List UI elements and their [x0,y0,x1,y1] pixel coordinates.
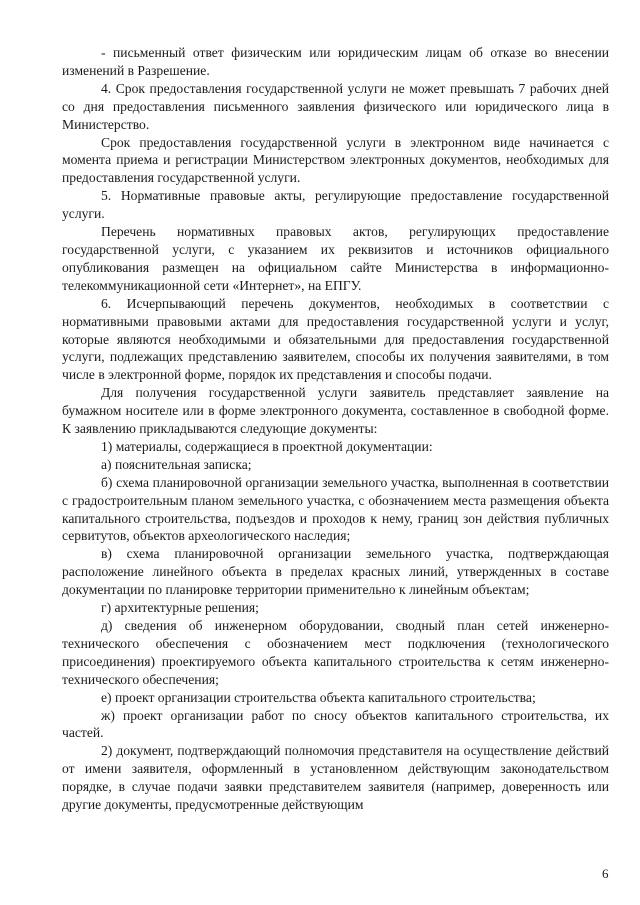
list-item-architectural-solutions: г) архитектурные решения; [101,600,259,616]
paragraph-electronic-term: Срок предоставления государственной услуги в электронном виде начинается с момента приема и регистрации Министерством электронных документов, необходимых для предоставления государственной услуги. [62,134,609,186]
list-item-authority-document: 2) документ, подтверждающий полномочия представителя на осуществление действий от имени заявителя, оформленный в установленном действующим законодательством порядке, в случае подачи заявки представителем заявителя (например, доверенность или другие документы, предусмотренные действующим [62,743,609,813]
list-item-engineering-equipment: д) сведения об инженерном оборудовании, сводный план сетей инженерно-технического обеспечения с обозначением мест подключения (технологического присоединения) проектируемого объекта капитального строительства к сетям инженерно-технического обеспечения; [62,618,609,687]
document-body [62,44,609,814]
list-item-linear-object-plan: в) схема планировочной организации земельного участка, подтверждающая расположение линейного объекта в пределах красных линий, утвержденных в составе документации по планировке территории применительно к линейным объектам; [62,546,609,598]
paragraph-service-term: 4. Срок предоставления государственной услуги не может превышать 7 рабочих дней со дня предоставления письменного заявления физического или юридического лица в Министерство. [62,80,609,132]
list-item-construction-project: е) проект организации строительства объекта капитального строительства; [101,689,536,705]
paragraph-legal-acts-list: Перечень нормативных правовых актов, регулирующих предоставление государственной услуги, с указанием их реквизитов и источников официального опубликования размещен на официальном сайте Министерства в информационно-телекоммуникационной сети «Интернет», на ЕПГУ. [62,224,609,293]
paragraph-application: Для получения государственной услуги заявитель представляет заявление на бумажном носителе или в форме электронного документа, составленное в свободной форме. К заявлению прикладываются следующие документы: [62,385,609,437]
paragraph-legal-acts-heading: 5. Нормативные правовые акты, регулирующие предоставление государственной услуги. [62,188,609,222]
list-item-demolition-project: ж) проект организации работ по сносу объектов капитального строительства, их частей. [62,707,609,741]
page-number: 6 [602,866,609,881]
paragraph-documents-heading: 6. Исчерпывающий перечень документов, необходимых в соответствии с нормативными правовыми актами для предоставления государственной услуги и услуг, которые являются необходимыми и обязательными для предоставления государственной услуги, подлежащих представлению заявителем, способы их получения заявителями, в том числе в электронной форме, порядок их представления и способы подачи. [62,295,609,383]
paragraph-refusal-response: - письменный ответ физическим или юридическим лицам об отказе во внесении изменений в Разрешение. [62,45,609,78]
list-item-project-materials: 1) материалы, содержащиеся в проектной документации: [101,438,433,454]
list-item-explanatory-note: а) пояснительная записка; [101,456,252,472]
list-item-site-plan: б) схема планировочной организации земельного участка, выполненная в соответствии с градостроительным планом земельного участка, с обозначением места размещения объекта капитального строительства, подъездов и проходов к нему, границ зон действия публичных сервитутов, объектов археологического наследия; [62,474,609,544]
